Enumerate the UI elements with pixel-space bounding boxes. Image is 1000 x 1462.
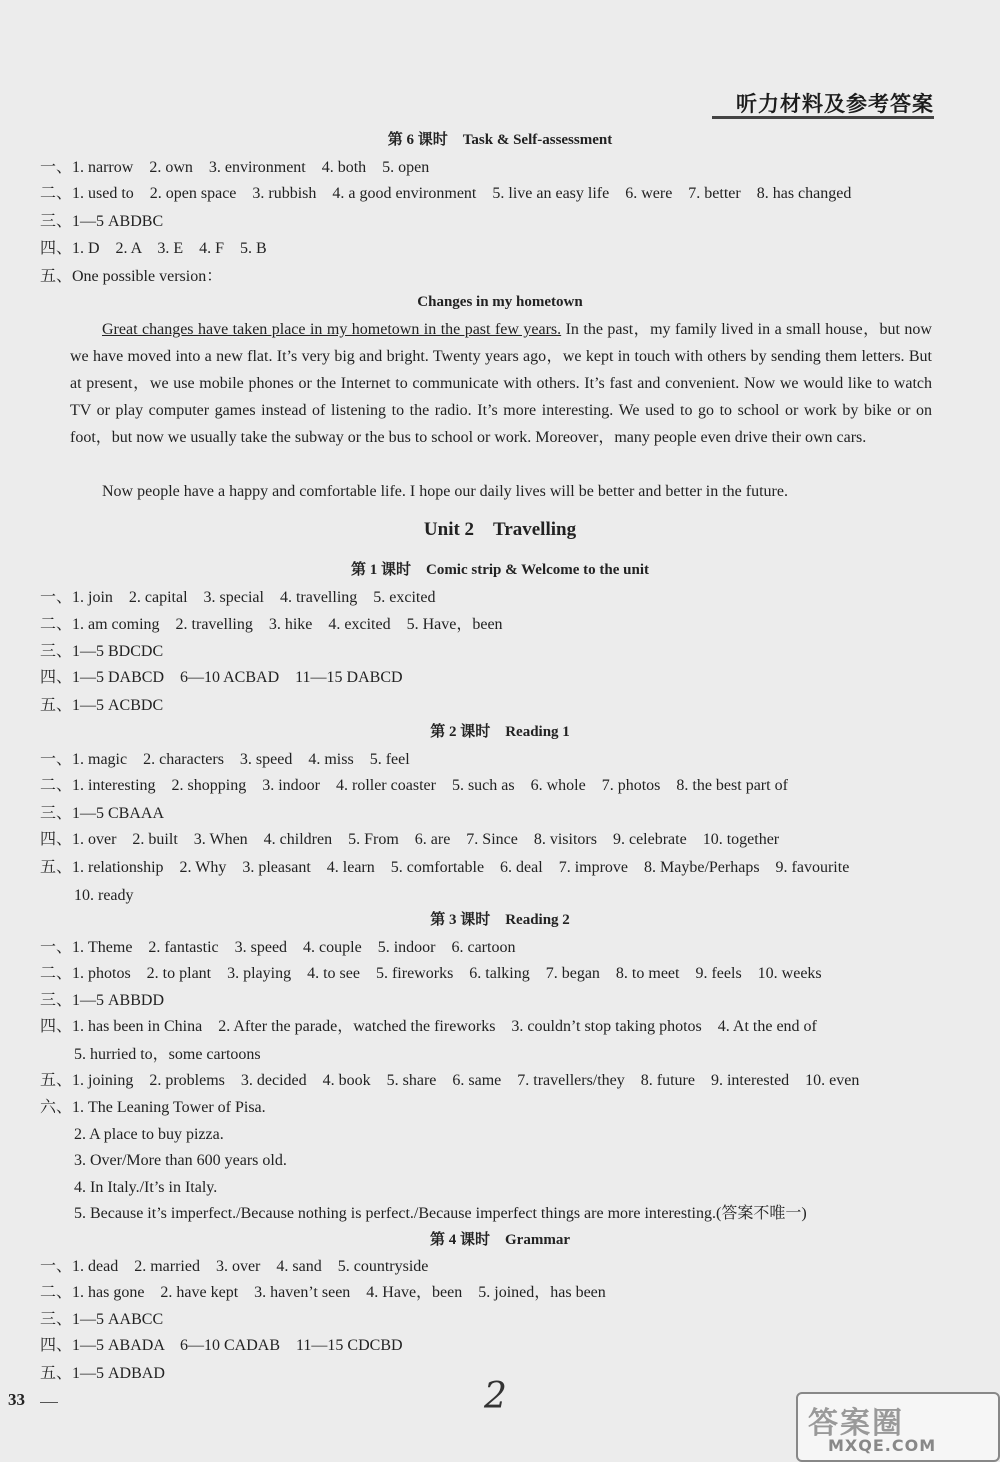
- header-rule: [712, 116, 934, 119]
- lesson6-q4: 四、1. D 2. A 3. E 4. F 5. B: [40, 240, 267, 257]
- lesson3-q6-4: 4. In Italy./It’s in Italy.: [74, 1179, 218, 1196]
- lesson4-q5: 五、1—5 ADBAD: [40, 1365, 165, 1382]
- lesson1-q1: 一、1. join 2. capital 3. special 4. travelling 5. excited: [40, 589, 436, 606]
- lesson6-title: 第 6 课时 Task & Self-assessment: [387, 132, 613, 148]
- lesson3-q2: 二、1. photos 2. to plant 3. playing 4. to see 5. fireworks 6. talking 7. began 8. to meet 9. feels 10. weeks: [40, 965, 822, 982]
- essay-title: Changes in my hometown: [417, 294, 583, 310]
- watermark-logo: [796, 1392, 1000, 1462]
- lesson2-title: 第 2 课时 Reading 1: [430, 724, 570, 740]
- lesson6-q5: 五、One possible version：: [40, 268, 223, 285]
- lesson4-q4: 四、1—5 ABADA 6—10 CADAB 11—15 CDCBD: [40, 1337, 403, 1354]
- essay-paragraph-2: [70, 478, 932, 505]
- lesson4-q1: 一、1. dead 2. married 3. over 4. sand 5. countryside: [40, 1258, 429, 1275]
- lesson3-title: 第 3 课时 Reading 2: [430, 912, 570, 928]
- lesson6-q3: 三、1—5 ABDBC: [40, 213, 164, 230]
- lesson2-q2: 二、1. interesting 2. shopping 3. indoor 4. roller coaster 5. such as 6. whole 7. photos 8. the best part of: [40, 777, 788, 794]
- lesson1-q2: 二、1. am coming 2. travelling 3. hike 4. excited 5. Have，been: [40, 616, 503, 633]
- header-title: 听力材料及参考答案: [736, 92, 934, 116]
- lesson1-q4: 四、1—5 DABCD 6—10 ACBAD 11—15 DABCD: [40, 669, 403, 686]
- lesson2-q5a: 五、1. relationship 2. Why 3. pleasant 4. learn 5. comfortable 6. deal 7. improve 8. Maybe/Perhaps 9. favourite: [40, 859, 850, 876]
- handwritten-mark: 2: [484, 1376, 507, 1417]
- essay-topic-sentence: Great changes have taken place in my hometown in the past few years.: [102, 321, 562, 338]
- lesson3-q6-1: 六、1. The Leaning Tower of Pisa.: [40, 1099, 266, 1116]
- unit-title: Unit 2 Travelling: [423, 519, 577, 540]
- essay-paragraph-1: [70, 316, 932, 451]
- lesson3-q5: 五、1. joining 2. problems 3. decided 4. book 5. share 6. same 7. travellers/they 8. future 9. interested 10. even: [40, 1072, 860, 1089]
- watermark-url: MXQE.COM: [828, 1436, 937, 1455]
- lesson3-q3: 三、1—5 ABBDD: [40, 992, 165, 1009]
- lesson2-q5b: 10. ready: [74, 887, 134, 904]
- lesson2-q4: 四、1. over 2. built 3. When 4. children 5. From 6. are 7. Since 8. visitors 9. celebrate 10. together: [40, 831, 780, 848]
- lesson6-q2: 二、1. used to 2. open space 3. rubbish 4. a good environment 5. live an easy life 6. were 7. better 8. has changed: [40, 185, 852, 202]
- page-number-dash: [40, 1402, 58, 1403]
- lesson1-q3: 三、1—5 BDCDC: [40, 643, 164, 660]
- lesson4-q3: 三、1—5 AABCC: [40, 1311, 164, 1328]
- lesson2-q3: 三、1—5 CBAAA: [40, 805, 165, 822]
- lesson6-q1: 一、1. narrow 2. own 3. environment 4. both 5. open: [40, 159, 430, 176]
- lesson3-q6-3: 3. Over/More than 600 years old.: [74, 1152, 287, 1169]
- essay-body: In the past，my family lived in a small house，but now we have moved into a new flat. It’s very big and bright. Twenty years ago，we kept in touch with others by sending them letters. But at present，we use mobile phones or the Internet to communicate with others. It’s fast and convenient. Now we would like to watch TV or play computer games instead of listening to the radio. It’s more interesting. We used to go to school or work by bike or on foot，but now we usually take the subway or the bus to school or work. Moreover，many people even drive their own cars.: [70, 321, 932, 446]
- lesson4-q2: 二、1. has gone 2. have kept 3. haven’t seen 4. Have，been 5. joined，has been: [40, 1284, 606, 1301]
- lesson4-title: 第 4 课时 Grammar: [430, 1232, 570, 1248]
- lesson1-q5: 五、1—5 ACBDC: [40, 697, 164, 714]
- lesson3-q6-5: 5. Because it’s imperfect./Because nothing is perfect./Because imperfect things are more interesting.(答案不唯一): [74, 1205, 807, 1222]
- lesson1-title: 第 1 课时 Comic strip & Welcome to the unit: [350, 562, 650, 578]
- lesson3-q1: 一、1. Theme 2. fantastic 3. speed 4. couple 5. indoor 6. cartoon: [40, 939, 516, 956]
- watermark-logo-text: 答案圈: [808, 1406, 904, 1441]
- lesson2-q1: 一、1. magic 2. characters 3. speed 4. miss 5. feel: [40, 751, 410, 768]
- essay-conclusion: Now people have a happy and comfortable life. I hope our daily lives will be better and better in the future.: [102, 483, 788, 500]
- lesson3-q4b: 5. hurried to，some cartoons: [74, 1046, 261, 1063]
- lesson3-q4a: 四、1. has been in China 2. After the parade，watched the fireworks 3. couldn’t stop taking photos 4. At the end of: [40, 1018, 817, 1035]
- page-number: 33: [8, 1390, 25, 1409]
- lesson3-q6-2: 2. A place to buy pizza.: [74, 1126, 224, 1143]
